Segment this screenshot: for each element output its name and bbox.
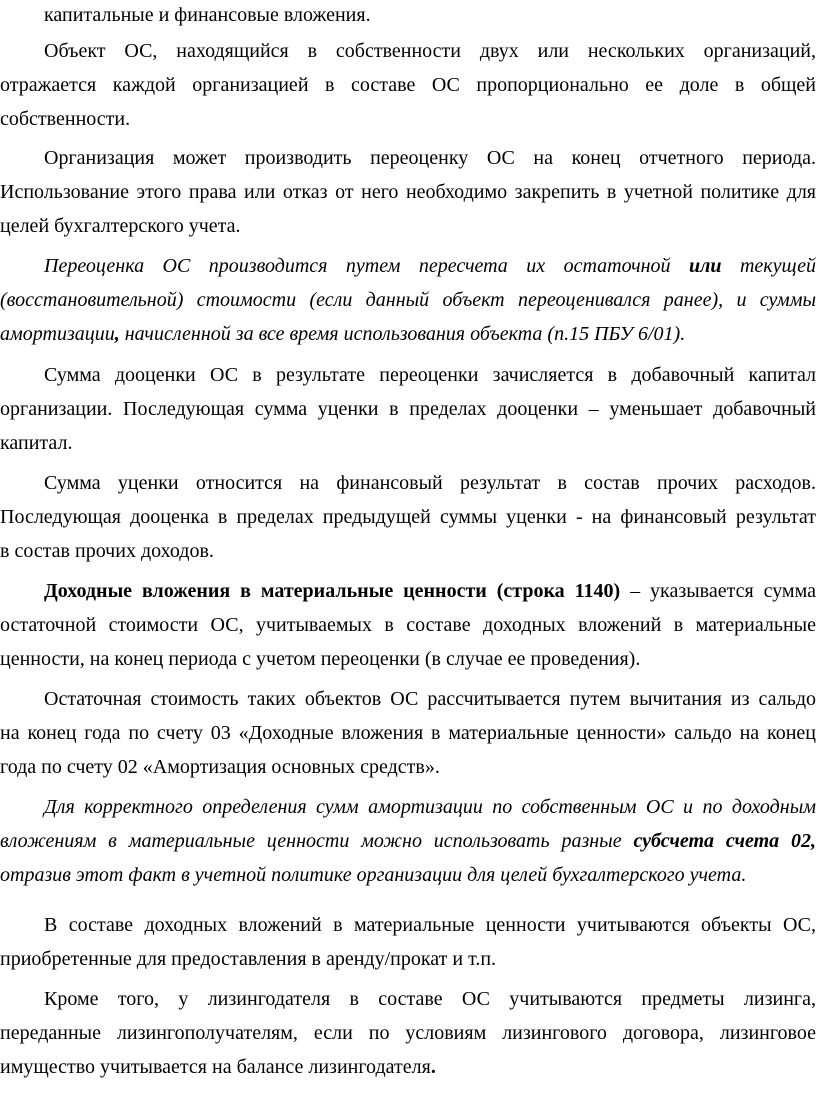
paragraph-5	[0, 466, 816, 568]
text-line: года по счету 02 «Амортизация основных средств».	[0, 756, 440, 778]
text-line	[0, 824, 816, 858]
paragraph-0	[0, 0, 816, 32]
paragraph-7	[0, 682, 816, 784]
text-line: Последующая дооценка в пределах предыдущей суммы уценки - на финансовый результат	[0, 506, 816, 528]
text-line: приобретенные для предоставления в аренду/прокат и т.п.	[0, 948, 497, 970]
text-line: Сумма дооценки ОС в результате переоценки зачисляется в добавочный капитал	[44, 364, 816, 386]
text-line: ценности, на конец периода с учетом переоценки (в случае ее проведения).	[0, 648, 641, 670]
text-line: остаточной стоимости ОС, учитываемых в составе доходных вложений в материальные	[0, 614, 816, 636]
text-line: целей бухгалтерского учета.	[0, 215, 241, 237]
text-line: организации. Последующая сумма уценки в пределах дооценки – уменьшает добавочный	[0, 398, 816, 420]
text-line: Сумма уценки относится на финансовый результат в состав прочих расходов.	[44, 472, 816, 494]
emphasis-text: ,	[114, 323, 120, 345]
text-line: в состав прочих доходов.	[0, 540, 214, 562]
text-run: текущей	[739, 255, 816, 277]
text-line: Остаточная стоимость таких объектов ОС рассчитывается путем вычитания из сальдо	[44, 688, 816, 710]
emphasis-text: ,	[811, 830, 816, 852]
text-run: вложениям в материальные ценности можно использовать разные	[0, 830, 622, 852]
emphasis-text: .	[430, 1056, 436, 1078]
text-line: собственности.	[0, 108, 131, 130]
paragraph-2	[0, 141, 816, 243]
text-line: Для корректного определения сумм амортизации по собственным ОС и по доходным	[44, 796, 816, 818]
text-run: начисленной за все время использования объекта (п.15 ПБУ 6/01).	[119, 323, 686, 345]
text-line	[0, 249, 816, 283]
paragraph-10	[0, 982, 816, 1084]
text-line: (восстановительной) стоимости (если данный объект переоценивался ранее), и суммы	[0, 289, 816, 311]
text-line: отражается каждой организацией в составе ОС пропорционально ее доле в общей	[0, 74, 816, 96]
text-run: – указывается сумма	[620, 580, 816, 602]
paragraph-1	[0, 34, 816, 136]
paragraph-9	[0, 908, 816, 976]
text-line	[0, 317, 816, 351]
paragraph-8	[0, 790, 816, 892]
section-heading: Доходные вложения в материальные ценности (строка 1140)	[44, 580, 621, 602]
text-line	[0, 1050, 816, 1084]
text-line	[0, 574, 816, 608]
paragraph-3	[0, 249, 816, 351]
text-line: Кроме того, у лизингодателя в составе ОС учитываются предметы лизинга,	[44, 988, 816, 1010]
emphasis-text: субсчета счета 02	[633, 830, 812, 852]
text-run: амортизации	[0, 323, 115, 345]
paragraph-4	[0, 358, 816, 460]
text-line: отразив этот факт в учетной политике организации для целей бухгалтерского учета.	[0, 864, 747, 886]
emphasis-text: или	[689, 255, 722, 277]
text-line: на конец года по счету 03 «Доходные вложения в материальные ценности» сальдо на конец	[0, 722, 816, 744]
text-line: переданные лизингополучателям, если по условиям лизингового договора, лизинговое	[0, 1022, 816, 1044]
text-line: Использование этого права или отказ от него необходимо закрепить в учетной политике для	[0, 181, 816, 203]
text-line: Объект ОС, находящийся в собственности двух или нескольких организаций,	[44, 40, 816, 62]
text-run: Переоценка ОС производится путем пересчета их остаточной	[44, 255, 671, 277]
text-line: капитал.	[0, 432, 73, 454]
text-line: Организация может производить переоценку ОС на конец отчетного периода.	[44, 147, 816, 169]
text-line: капитальные и финансовые вложения.	[44, 4, 371, 26]
paragraph-6	[0, 574, 816, 676]
text-line: В составе доходных вложений в материальные ценности учитываются объекты ОС,	[44, 914, 816, 936]
text-run: имущество учитывается на балансе лизингодателя	[0, 1056, 431, 1078]
